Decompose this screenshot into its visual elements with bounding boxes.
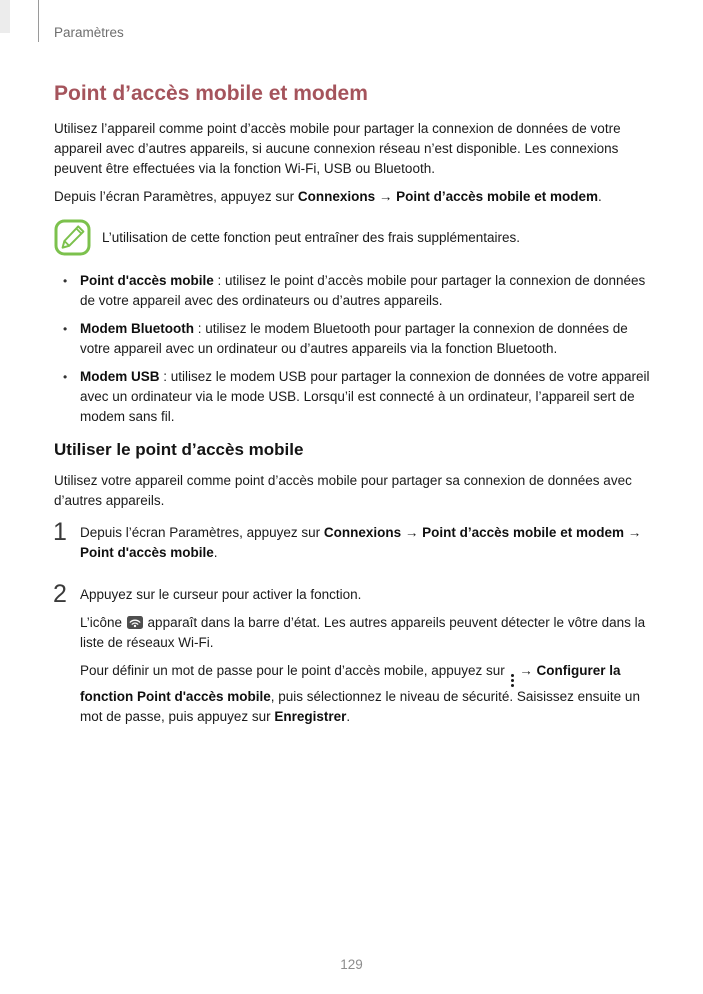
feature-list — [54, 271, 653, 427]
feature-desc: : utilisez le point d’accès mobile pour partager la connexion de données de votre appareil avec des ordinateurs ou d’autres appareils. — [80, 273, 646, 308]
menu-name: Point d'accès mobile — [80, 545, 214, 560]
wifi-status-icon — [127, 615, 143, 628]
arrow: → — [515, 663, 537, 678]
arrow: → — [401, 525, 423, 540]
text-after-icon: apparaît dans la barre d’état. Les autres appareils peuvent détecter le vôtre dans la liste de réseaux Wi-Fi. — [80, 615, 646, 650]
note-pencil-icon — [54, 219, 91, 256]
page-content — [54, 81, 653, 749]
list-item — [54, 319, 653, 359]
feature-term: Modem USB — [80, 369, 160, 384]
section-title: Point d’accès mobile et modem — [54, 82, 368, 105]
more-options-icon — [511, 674, 514, 687]
step-suffix: . — [346, 709, 351, 724]
feature-desc: : utilisez le modem Bluetooth pour partager la connexion de données de votre appareil avec un ordinateur ou d’autres appareils via la fonction Bluetooth. — [80, 321, 628, 356]
subsection-intro: Utilisez votre appareil comme point d’accès mobile pour partager sa connexion de données avec d’autres appareils. — [54, 473, 632, 508]
note-text: L’utilisation de cette fonction peut entraîner des frais supplémentaires. — [102, 229, 520, 245]
arrow: → — [375, 189, 397, 204]
step-1 — [53, 518, 653, 563]
page-number: 129 — [340, 957, 363, 972]
feature-term: Modem Bluetooth — [80, 321, 194, 336]
menu-name: Connexions — [297, 189, 376, 204]
feature-term: Point d'accès mobile — [80, 273, 214, 288]
step-1-text — [80, 523, 653, 563]
feature-desc: : utilisez le modem USB pour partager la connexion de données de votre appareil avec un ordinateur via le mode USB. Lorsqu’il est connecté à un ordinateur, l’appareil sert de modem sans fil. — [80, 369, 650, 424]
button-name: Enregistrer — [274, 709, 347, 724]
arrow: → — [623, 525, 642, 540]
path-prefix: Depuis l’écran Paramètres, appuyez sur — [54, 189, 298, 204]
text-before-icon: L’icône — [80, 615, 126, 630]
text-before-icon: Pour définir un mot de passe pour le point d’accès mobile, appuyez sur — [80, 663, 509, 678]
header-rule — [38, 0, 39, 42]
note-box — [54, 219, 653, 256]
path-suffix: . — [597, 189, 602, 204]
intro-paragraph: Utilisez l’appareil comme point d’accès mobile pour partager la connexion de données de votre appareil avec d’autres appareils, si aucune connexion réseau n’est disponible. Les connexions peuvent être effectuées via la fonction Wi-Fi, USB ou Bluetooth. — [54, 121, 621, 176]
step-text: , puis sélectionnez le niveau de sécurité. Saisissez ensuite un mot de passe, puis appuyez sur — [80, 689, 640, 724]
step-number: 2 — [53, 580, 67, 608]
step-2-detail-1 — [80, 613, 653, 653]
subsection-title: Utiliser le point d’accès mobile — [54, 440, 304, 459]
menu-name: Configurer la fonction Point d'accès mobile — [80, 663, 621, 704]
step-2-detail-2 — [80, 661, 653, 727]
step-number: 1 — [53, 518, 67, 546]
step-2-text: Appuyez sur le curseur pour activer la fonction. — [80, 587, 362, 602]
chapter-header: Paramètres — [54, 25, 124, 40]
page-edge-shade — [0, 0, 10, 33]
menu-name: Connexions — [323, 525, 402, 540]
list-item — [54, 271, 653, 311]
menu-name: Point d’accès mobile et modem — [396, 189, 598, 204]
list-item — [54, 367, 653, 427]
settings-path-paragraph — [54, 187, 653, 207]
step-suffix: . — [213, 545, 218, 560]
step-prefix: Depuis l’écran Paramètres, appuyez sur — [80, 525, 324, 540]
menu-name: Point d’accès mobile et modem — [422, 525, 624, 540]
step-2 — [53, 580, 653, 727]
